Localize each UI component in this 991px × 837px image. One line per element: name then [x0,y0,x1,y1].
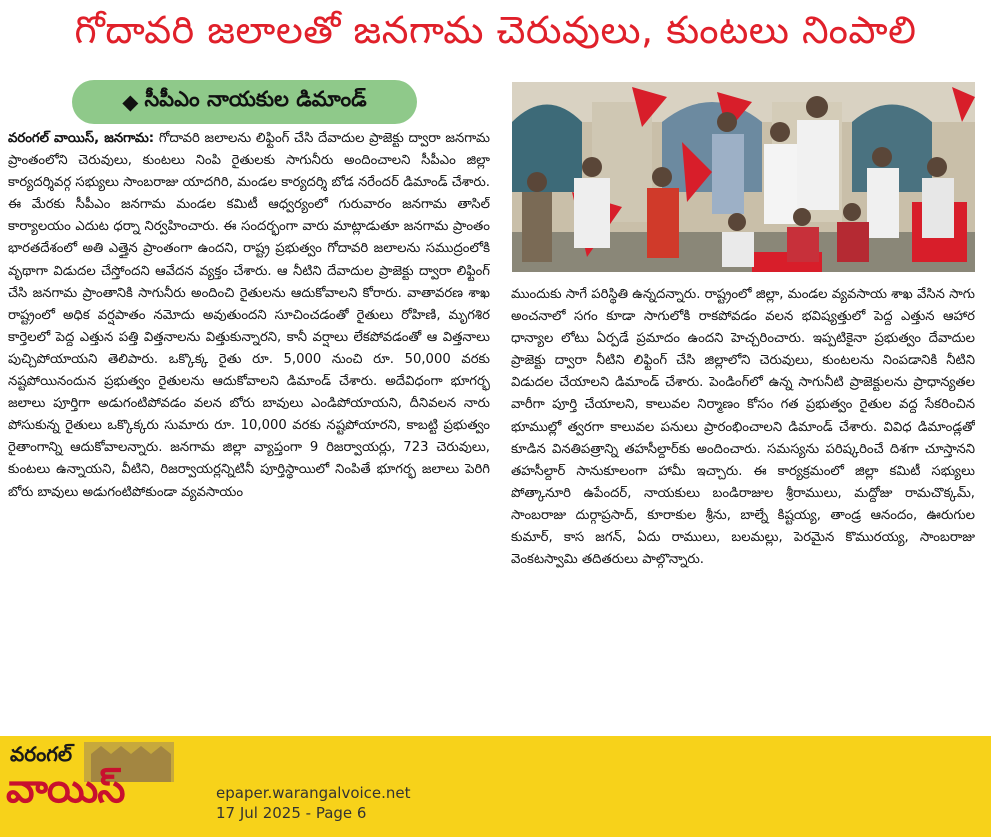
subheadline: సీపీఎం నాయకుల డిమాండ్ [144,87,367,111]
footer-bar [0,736,991,837]
logo-big-text: వాయిస్ [6,766,125,812]
article-body-left: గోదావరి జలాలను లిఫ్టింగ్ చేసి దేవాదుల ప్రాజెక్టు ద్వారా జనగామ ప్రాంతంలోని చెరువులు, కుంటలు నింపి రైతులకు సాగునీరు అందించాలని సీపీఎం జిల్లా కార్యదర్శివర్గ సభ్యులు సాంబరాజు యాదగిరి, మండల కార్యదర్శి బోడ నరేందర్ డిమాండ్ చేశారు. ఈ మేరకు సీపీఎం జనగామ మండల కమిటీ ఆధ్వర్యంలో గురువారం జనగామ తాసిల్ కార్యాలయం ఎదుట ధర్నా నిర్వహించారు. ఈ సందర్భంగా వారు మాట్లాడుతూ జనగామ ప్రాంతం భారతదేశంలో అతి ఎత్తైన ప్రాంతంగా ఉందని, రాష్ట్ర ప్రభుత్వం గోదావరి జలాలను సముద్రంలోకి వృథాగా విడుదల చేస్తోందని ఆవేదన వ్యక్తం చేశారు. ఆ నీటిని దేవాదుల ప్రాజెక్టు ద్వారా లిఫ్టింగ్ చేసి జనగామ ప్రాంతానికి సాగునీరు అందించి రైతులను ఆదుకోవాలని కోరారు. వాతావరణ శాఖ రాష్ట్రంలో అధిక వర్షపాతం నమోదు అవుతుందని సూచించడంతో రైతులు రోహిణి, మృగశిర కార్తెలలో పెద్ద ఎత్తున పత్తి విత్తనాలను విత్తుకున్నారని, కానీ వర్షాలు లేకపోవడంతో ఆ విత్తనాలు పుచ్చిపోయాయని తెలిపారు. ఒక్కొక్క రైతు రూ. 5,000 నుంచి రూ. 50,000 వరకు నష్టపోయినందున ప్రభుత్వం రైతులను ఆదుకోవాలని డిమాండ్ చేశారు. అదేవిధంగా భూగర్భ జలాలు పూర్తిగా అడుగంటిపోవడం వలన బోరు బావులు ఎండిపోయాయని, దీనివలన నారు పోసుకున్న రైతులు ఒక్కొక్కరు సుమారు రూ. 10,000 వరకు నష్టపోయారని, కాబట్టి ప్రభుత్వం రైతాంగాన్ని ఆదుకోవాలన్నారు. జనగామ జిల్లా వ్యాప్తంగా 9 రిజర్వాయర్లు, 723 చెరువులు, కుంటలు ఉన్నాయని, వీటిని, రిజర్వాయర్లన్నిటినీ పూర్తిస్థాయిలో నింపితే భూగర్భ జలాలు పెరిగి బోరు బావులు అడుగంటిపోకుండా వ్యవసాయం [8,131,490,500]
protest-photo-image [512,82,975,272]
subheadline-badge [72,80,417,124]
protest-photo [512,82,975,272]
newspaper-logo [6,740,202,833]
diamond-bullet-icon: ◆ [122,90,139,114]
article-column-left [8,128,490,718]
article-column-right [511,284,975,718]
headline: గోదావరి జలాలతో జనగామ చెరువులు, కుంటలు నింపాలి [74,8,917,52]
logo-small-text: వరంగల్ [10,742,73,766]
article-dateline: వరంగల్ వాయిస్, జనగామ: [8,131,155,146]
epaper-url[interactable]: epaper.warangalvoice.net [216,784,411,802]
article-body-right: ముందుకు సాగే పరిస్థితి ఉన్నదన్నారు. రాష్ట్రంలో జిల్లా, మండల వ్యవసాయ శాఖ వేసిన సాగు అంచనాలో సగం కూడా సాగులోకి రాకపోవడం వలన భవిష్యత్తులో పెద్ద ఎత్తున ఆహార ధాన్యాల లోటు ఏర్పడే ప్రమాదం ఉందని హెచ్చరించారు. ఇప్పటికైనా ప్రభుత్వం దేవాదుల ప్రాజెక్టు ద్వారా నీటిని లిఫ్టింగ్ చేసి జిల్లాలోని చెరువులు, కుంటలను నింపడానికి నీటిని విడుదల చేయాలని డిమాండ్ చేశారు. పెండింగ్‌లో ఉన్న సాగునీటి ప్రాజెక్టులను ప్రాధాన్యతల వారీగా పూర్తి చేయాలని, కాలువల నిర్మాణం కోసం గత ప్రభుత్వం రైతుల వద్ద సేకరించిన భూముల్లో త్వరగా కాలువల పనులు ప్రారంభించాలని డిమాండ్ చేశారు. వివిధ డిమాండ్లతో కూడిన వినతిపత్రాన్ని తహసీల్దార్‌కు అందించారు. సమస్యను పరిష్కరించే దిశగా చూస్తానని తహసీల్దార్ సానుకూలంగా హామీ ఇచ్చారు. ఈ కార్యక్రమంలో జిల్లా కమిటీ సభ్యులు పోత్కానూరి ఉపేందర్, నాయకులు బండిరాజుల శ్రీరాములు, మద్దోజు రామచొక్కమ్, సాంబరాజు దుర్గాప్రసాద్, కూరాకుల శ్రీను, బాల్నే కిష్టయ్య, తాండ్ర ఆనందం, ఊరుగుల కుమార్, కాస జగన్, ఏదు రాములు, బలమల్లు, పెరమైన కొమురయ్య, సాంబరాజు వెంకటస్వామి తదితరులు పాల్గొన్నారు. [511,287,975,568]
date-page: 17 Jul 2025 - Page 6 [216,804,367,822]
